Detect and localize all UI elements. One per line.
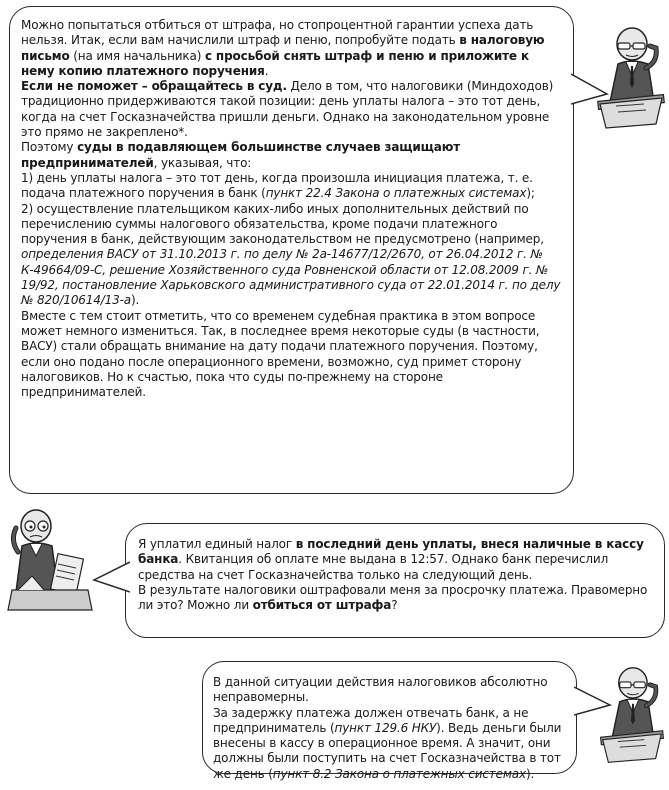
text-run: В результате налоговики оштрафовали меня за просрочку платежа. Правомерно ли это? Можно ли: [138, 582, 648, 613]
answer-1-paragraph: [21, 140, 561, 171]
text-run: ).: [525, 766, 535, 781]
text-run: (на имя начальника): [69, 48, 205, 63]
text-run: ). Ведь деньги были внесены в кассу в операционное время. А значит, они должны были поступить на счет Госказначейства в тот же день (: [213, 720, 562, 781]
question-bubble-tail: [90, 560, 130, 600]
italic-run: определения ВАСУ от 31.10.2013 г. по делу № 2а-14677/12/2670, от 26.04.2012 г. № К-49664/09-С, решение Хозяйственного суда Ровненской области от 12.08.2009 г. № 19/92, постановление Харьковского административного суда от 22.01.2014 г. по делу № 820/10614/13-а: [21, 247, 561, 308]
text-run: ).: [131, 293, 140, 308]
italic-run: пункт 129.6 НКУ: [334, 720, 437, 735]
italic-run: пункт 22.4 Закона о платежных системах: [265, 186, 527, 201]
expert-figure-icon: [596, 24, 666, 134]
answer-1-paragraph: [21, 309, 561, 401]
text-run: Можно попытаться отбиться от штрафа, но стопроцентной гарантии успеха дать нельзя. Итак, если вам начислили штраф и пеню, попробуйте подать: [21, 18, 534, 48]
text-run: ?: [391, 598, 398, 613]
question-text: [138, 537, 653, 613]
question-paragraph: [138, 583, 653, 614]
bold-run: Если не поможет – обращайтесь в суд.: [21, 79, 287, 94]
bold-run: отбиться от штрафа: [252, 598, 392, 613]
bold-run: в последний день уплаты, внеся наличные в кассу банка: [138, 537, 644, 567]
text-run: . Квитанция об оплате мне выдана в 12:57. Однако банк перечислил средства на счет Госказначейства только на следующий день.: [138, 552, 609, 582]
text-run: Поэтому: [21, 140, 78, 155]
bold-run: в налоговую письмо: [21, 33, 545, 63]
text-run: , указывая, что:: [153, 155, 252, 170]
answer-2-paragraph: [213, 706, 575, 782]
italic-run: пункт 8.2 Закона о платежных системах: [272, 766, 526, 781]
text-run: 1) день уплаты налога – это тот день, когда произошла инициация платежа, т. е. подача платежного поручения в банк (: [21, 170, 533, 201]
answer-1-paragraph: [21, 79, 561, 140]
text-run: .: [264, 63, 269, 78]
answer-1-text: [21, 18, 561, 400]
text-run: Я уплатил единый налог: [138, 537, 296, 551]
bold-run: суды в подавляющем большинстве случаев защищают предпринимателей: [21, 140, 461, 170]
answer-1-paragraph: [21, 18, 561, 79]
question-paragraph: [138, 537, 653, 583]
answer-1-paragraph: [21, 202, 561, 309]
bold-run: с просьбой снять штраф и пеню и приложите к нему копию платежного поручения: [21, 48, 529, 78]
text-run: );: [526, 186, 535, 201]
text-run: За задержку платежа должен отвечать банк, а не предприниматель (: [213, 705, 529, 735]
answer-1-paragraph: [21, 171, 561, 202]
text-run: В данной ситуации действия налоговиков абсолютно неправомерны.: [213, 675, 548, 705]
questioner-figure-icon: [4, 506, 96, 618]
text-run: Вместе с тем стоит отметить, что со временем судебная практика в этом вопросе может немного измениться. Так, в последнее время некоторые суды (в частности, ВАСУ) стали обращать внимание на дату подачи платежного поручения. Поэтому, если оно подано после операционного времени, возможно, суд примет сторону налоговиков. Но к счастью, пока что суды по-прежнему на стороне предпринимателей.: [21, 308, 540, 400]
text-run: Дело в том, что налоговики (Миндоходов) традиционно придерживаются такой позиции: день уплаты налога – это тот день, когда на счет Госказначейства пришли деньги. Однако на законодательном уровне это прямо не закреплено*.: [21, 79, 554, 140]
answer-2-text: [213, 675, 575, 782]
answer-2-paragraph: [213, 675, 575, 706]
expert-figure-2-icon: [598, 664, 666, 768]
text-run: 2) осуществление плательщиком каких-либо иных дополнительных действий по перечислению суммы налогового обязательства, кроме подачи платежного поручения в банк, действующим законодательством не предусмотрено (например,: [21, 201, 544, 247]
